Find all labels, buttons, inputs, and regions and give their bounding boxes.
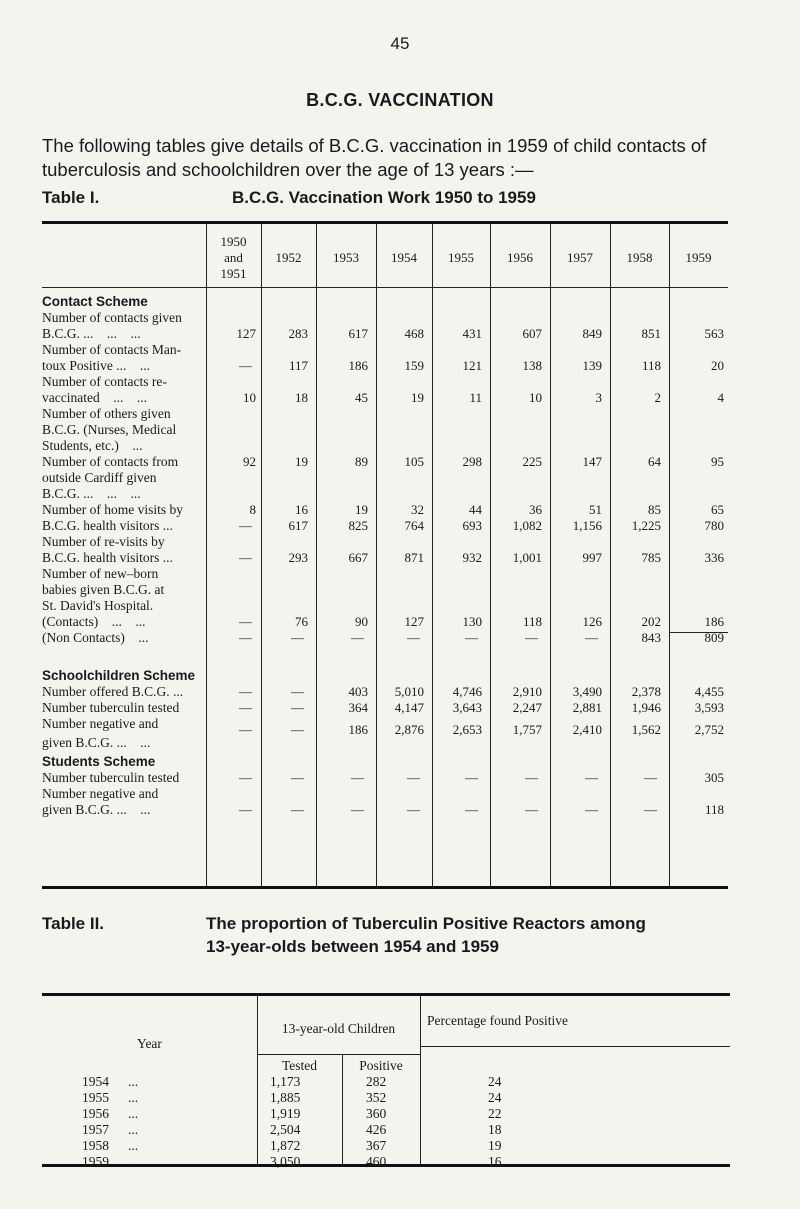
table1-cell: — — [291, 700, 304, 715]
table1-cell: 617 — [288, 518, 308, 533]
table1-cell: 118 — [641, 358, 661, 373]
page-number: 45 — [390, 34, 410, 53]
table1-cell: 431 — [462, 326, 482, 341]
table1-cell: — — [291, 684, 304, 699]
table1-cell: 780 — [704, 518, 724, 533]
row-label: Number negative and given B.C.G. ... ... — [42, 716, 159, 750]
row-label: Number tuberculin tested — [42, 700, 180, 715]
table1-cell: — — [644, 770, 657, 785]
table2-cell-positive: 352 — [366, 1090, 387, 1105]
year-header: 1955 — [448, 250, 474, 265]
table1-cell: 617 — [348, 326, 368, 341]
table1-cell: 1,225 — [631, 518, 661, 533]
table1-cell: 2,752 — [694, 722, 724, 737]
table1-cell: 5,010 — [394, 684, 424, 699]
table1-cell: 10 — [243, 390, 256, 405]
table1-cell: 849 — [582, 326, 602, 341]
table2-cell-positive: 460 — [366, 1154, 387, 1169]
table1-cell: 105 — [404, 454, 424, 469]
table1-cell: 117 — [288, 358, 308, 373]
table1-cell: — — [291, 770, 304, 785]
table1-cell: — — [465, 802, 478, 817]
table2-label: Table II. — [42, 914, 105, 933]
table1-cell: — — [291, 802, 304, 817]
table1-cell: — — [239, 358, 252, 373]
table1-cell: — — [239, 770, 252, 785]
table1-cell: — — [407, 802, 420, 817]
table1-cell: — — [585, 770, 598, 785]
table1-cell: 51 — [589, 502, 602, 517]
table1-cell: — — [407, 630, 420, 645]
table1-cell: 121 — [462, 358, 482, 373]
table1-title: B.C.G. Vaccination Work 1950 to 1959 — [232, 188, 536, 207]
intro-paragraph: The following tables give details of B.C.G. vaccination in 1959 of child contacts of tuberculosis and schoolchildren over the age of 13 years :— — [42, 135, 707, 180]
table1-cell: — — [239, 722, 252, 737]
year-header: 1959 — [685, 250, 712, 265]
section-heading: Schoolchildren Scheme — [42, 668, 196, 683]
table1-label: Table I. — [42, 188, 100, 207]
table1-cell: 89 — [355, 454, 368, 469]
table2-title-line1: The proportion of Tuberculin Positive Reactors among — [206, 914, 646, 933]
table1-cell: 127 — [404, 614, 424, 629]
table1-cell: — — [465, 770, 478, 785]
row-label: Number tuberculin tested — [42, 770, 180, 785]
table1-cell: 403 — [348, 684, 368, 699]
table1-cell: 1,562 — [631, 722, 661, 737]
table2-title-line2: 13-year-olds between 1954 and 1959 — [206, 937, 499, 956]
table1-cell: 118 — [522, 614, 542, 629]
table1-cell: — — [351, 770, 364, 785]
table1-cell: 2,881 — [572, 700, 602, 715]
table1-cell: — — [351, 802, 364, 817]
table1-cell: 19 — [355, 502, 368, 517]
tested-column-header: Tested — [281, 1058, 318, 1073]
table1 — [42, 221, 728, 889]
table1-cell: — — [239, 684, 252, 699]
table1-cell: 693 — [462, 518, 482, 533]
table1-cell: 92 — [243, 454, 256, 469]
year-header: 1954 — [391, 250, 417, 265]
table1-cell: 305 — [704, 770, 724, 785]
table1-cell: — — [525, 802, 538, 817]
table1-cell: 65 — [711, 502, 724, 517]
table1-cell: — — [525, 770, 538, 785]
table1-cell: 2,876 — [394, 722, 424, 737]
table1-cell: 283 — [288, 326, 308, 341]
table1-cell: 147 — [582, 454, 602, 469]
table1-cell: 364 — [348, 700, 368, 715]
row-label: Number of contacts re- vaccinated ... ... — [42, 374, 167, 405]
table1-cell: 186 — [348, 722, 368, 737]
year-header: 1953 — [333, 250, 359, 265]
table1-cell: 127 — [236, 326, 256, 341]
table1-cell: 32 — [411, 502, 424, 517]
table2-cell-percent: 24 — [488, 1074, 502, 1089]
table1-cell: 468 — [404, 326, 424, 341]
table1-cell: 18 — [295, 390, 308, 405]
row-label: Number of home visits by B.C.G. health visitors ... — [42, 502, 183, 533]
table1-cell: 1,156 — [572, 518, 602, 533]
table2-cell-tested: 1,173 — [270, 1074, 301, 1089]
table1-cell: 225 — [522, 454, 542, 469]
leader-dots: ... — [128, 1106, 139, 1121]
table1-cell: 293 — [288, 550, 308, 565]
table2-cell-tested: 3,050 — [270, 1154, 301, 1169]
table1-cell: 1,001 — [512, 550, 542, 565]
table1-cell: — — [407, 770, 420, 785]
table1-cell: 138 — [522, 358, 542, 373]
table1-cell: 563 — [704, 326, 724, 341]
table1-cell: 20 — [711, 358, 724, 373]
table2-cell-year: 1957 — [82, 1122, 109, 1137]
year-column-header: Year — [137, 1036, 162, 1051]
row-label: Number of contacts Man- toux Positive ... ... — [42, 342, 182, 373]
table1-cell: 159 — [404, 358, 424, 373]
table2-cell-positive: 282 — [366, 1074, 387, 1089]
table1-cell: 85 — [648, 502, 661, 517]
table1-cell: 4,147 — [394, 700, 424, 715]
row-label: Number of others given B.C.G. (Nurses, Medical Students, etc.) ... — [42, 406, 177, 453]
table1-cell: — — [351, 630, 364, 645]
table1-cell: 3,490 — [572, 684, 602, 699]
table2-cell-percent: 18 — [488, 1122, 502, 1137]
table1-cell: 3,593 — [694, 700, 724, 715]
table1-cell: 90 — [355, 614, 368, 629]
table1-cell: 2,247 — [512, 700, 542, 715]
table2-cell-year: 1956 — [82, 1106, 109, 1121]
table1-cell: 3 — [595, 390, 602, 405]
leader-dots: ... — [128, 1138, 139, 1153]
table1-cell: 19 — [295, 454, 308, 469]
table1-cell: 130 — [462, 614, 482, 629]
table1-cell: 45 — [355, 390, 368, 405]
year-header: 1956 — [507, 250, 533, 265]
table1-cell: 186 — [348, 358, 368, 373]
table1-cell: 1,757 — [512, 722, 542, 737]
table1-cell: 764 — [404, 518, 424, 533]
table1-cell: — — [239, 518, 252, 533]
table1-cell: 2,910 — [512, 684, 542, 699]
table1-cell: 19 — [411, 390, 424, 405]
table1-cell: — — [644, 802, 657, 817]
table2-cell-tested: 1,885 — [270, 1090, 301, 1105]
table1-cell: 8 — [249, 502, 256, 517]
table2-cell-year: 1959 — [82, 1154, 109, 1169]
table1-cell: 843 — [641, 630, 661, 645]
year-header: 1952 — [275, 250, 302, 265]
table2 — [42, 993, 730, 1167]
table2-cell-tested: 1,872 — [270, 1138, 301, 1153]
leader-dots: ... — [128, 1154, 139, 1169]
table1-cell: 607 — [522, 326, 542, 341]
section-heading: Contact Scheme — [42, 294, 148, 309]
row-label: (Non Contacts) ... — [42, 630, 149, 645]
row-label: Number of contacts from outside Cardiff given B.C.G. ... ... ... — [42, 454, 179, 501]
table2-cell-percent: 19 — [488, 1138, 502, 1153]
table1-cell: — — [239, 630, 252, 645]
table1-cell: 871 — [404, 550, 424, 565]
table1-cell: 2,378 — [631, 684, 661, 699]
year-header: 1950 and 1951 — [220, 234, 247, 281]
row-label: Number negative and given B.C.G. ... ... — [42, 786, 159, 817]
table1-cell: 202 — [641, 614, 661, 629]
row-label: Number of re-visits by B.C.G. health visitors ... — [42, 534, 173, 565]
table1-cell: 785 — [641, 550, 661, 565]
table2-cell-percent: 16 — [488, 1154, 502, 1169]
table1-cell: 139 — [582, 358, 602, 373]
children-column-header: 13-year-old Children — [281, 1021, 396, 1036]
table2-cell-positive: 360 — [366, 1106, 387, 1121]
table1-cell: 186 — [704, 614, 724, 629]
table1-cell: 298 — [462, 454, 482, 469]
table2-cell-year: 1954 — [82, 1074, 109, 1089]
percentage-column-header: Percentage found Positive — [427, 1013, 568, 1028]
table1-cell: 997 — [582, 550, 602, 565]
table1-cell: 336 — [704, 550, 724, 565]
leader-dots: ... — [128, 1074, 139, 1089]
table2-cell-tested: 1,919 — [270, 1106, 301, 1121]
page-heading: B.C.G. VACCINATION — [306, 90, 494, 110]
table1-cell: 4,746 — [452, 684, 482, 699]
leader-dots: ... — [128, 1122, 139, 1137]
table1-cell: 76 — [295, 614, 308, 629]
table1-cell: 2 — [654, 390, 661, 405]
table2-cell-positive: 367 — [366, 1138, 387, 1153]
table1-cell: — — [585, 630, 598, 645]
table1-cell: 825 — [348, 518, 368, 533]
table1-cell: 667 — [348, 550, 368, 565]
table2-cell-percent: 22 — [488, 1106, 502, 1121]
table1-cell: 2,410 — [572, 722, 602, 737]
table1-cell: 1,946 — [631, 700, 661, 715]
table2-cell-tested: 2,504 — [270, 1122, 301, 1137]
table1-cell: 118 — [704, 802, 724, 817]
table1-cell: — — [239, 614, 252, 629]
table1-cell: 3,643 — [452, 700, 482, 715]
table1-cell: — — [585, 802, 598, 817]
positive-column-header: Positive — [359, 1058, 403, 1073]
table1-cell: 4 — [717, 390, 724, 405]
table1-cell: 64 — [648, 454, 661, 469]
table1-cell: 16 — [295, 502, 308, 517]
table1-cell: — — [291, 630, 304, 645]
table1-cell: 2,653 — [452, 722, 482, 737]
table1-cell: 36 — [529, 502, 542, 517]
table1-cell: 126 — [582, 614, 602, 629]
table1-cell: 932 — [462, 550, 482, 565]
table1-cell: 809 — [704, 630, 724, 645]
table1-cell: — — [239, 700, 252, 715]
leader-dots: ... — [128, 1090, 139, 1105]
table1-cell: 44 — [469, 502, 482, 517]
table1-cell: 1,082 — [512, 518, 542, 533]
table1-cell: 4,455 — [694, 684, 724, 699]
table1-cell: — — [465, 630, 478, 645]
table1-cell: — — [239, 802, 252, 817]
row-label: Number offered B.C.G. ... — [42, 684, 184, 699]
table1-cell: — — [525, 630, 538, 645]
table2-cell-year: 1955 — [82, 1090, 109, 1105]
table1-cell: 11 — [469, 390, 482, 405]
table1-cell: 95 — [711, 454, 724, 469]
table2-cell-percent: 24 — [488, 1090, 502, 1105]
table1-cell: — — [291, 722, 304, 737]
table1-cell: 10 — [529, 390, 542, 405]
table2-cell-year: 1958 — [82, 1138, 109, 1153]
section-heading: Students Scheme — [42, 754, 156, 769]
row-label: Number of new–born babies given B.C.G. at St. David's Hospital. (Contacts) ... ... — [42, 566, 165, 629]
year-header: 1958 — [626, 250, 653, 265]
table2-cell-positive: 426 — [366, 1122, 387, 1137]
table1-cell: 851 — [641, 326, 661, 341]
year-header: 1957 — [567, 250, 593, 265]
row-label: Number of contacts given B.C.G. ... ... ... — [42, 310, 182, 341]
table1-cell: — — [239, 550, 252, 565]
